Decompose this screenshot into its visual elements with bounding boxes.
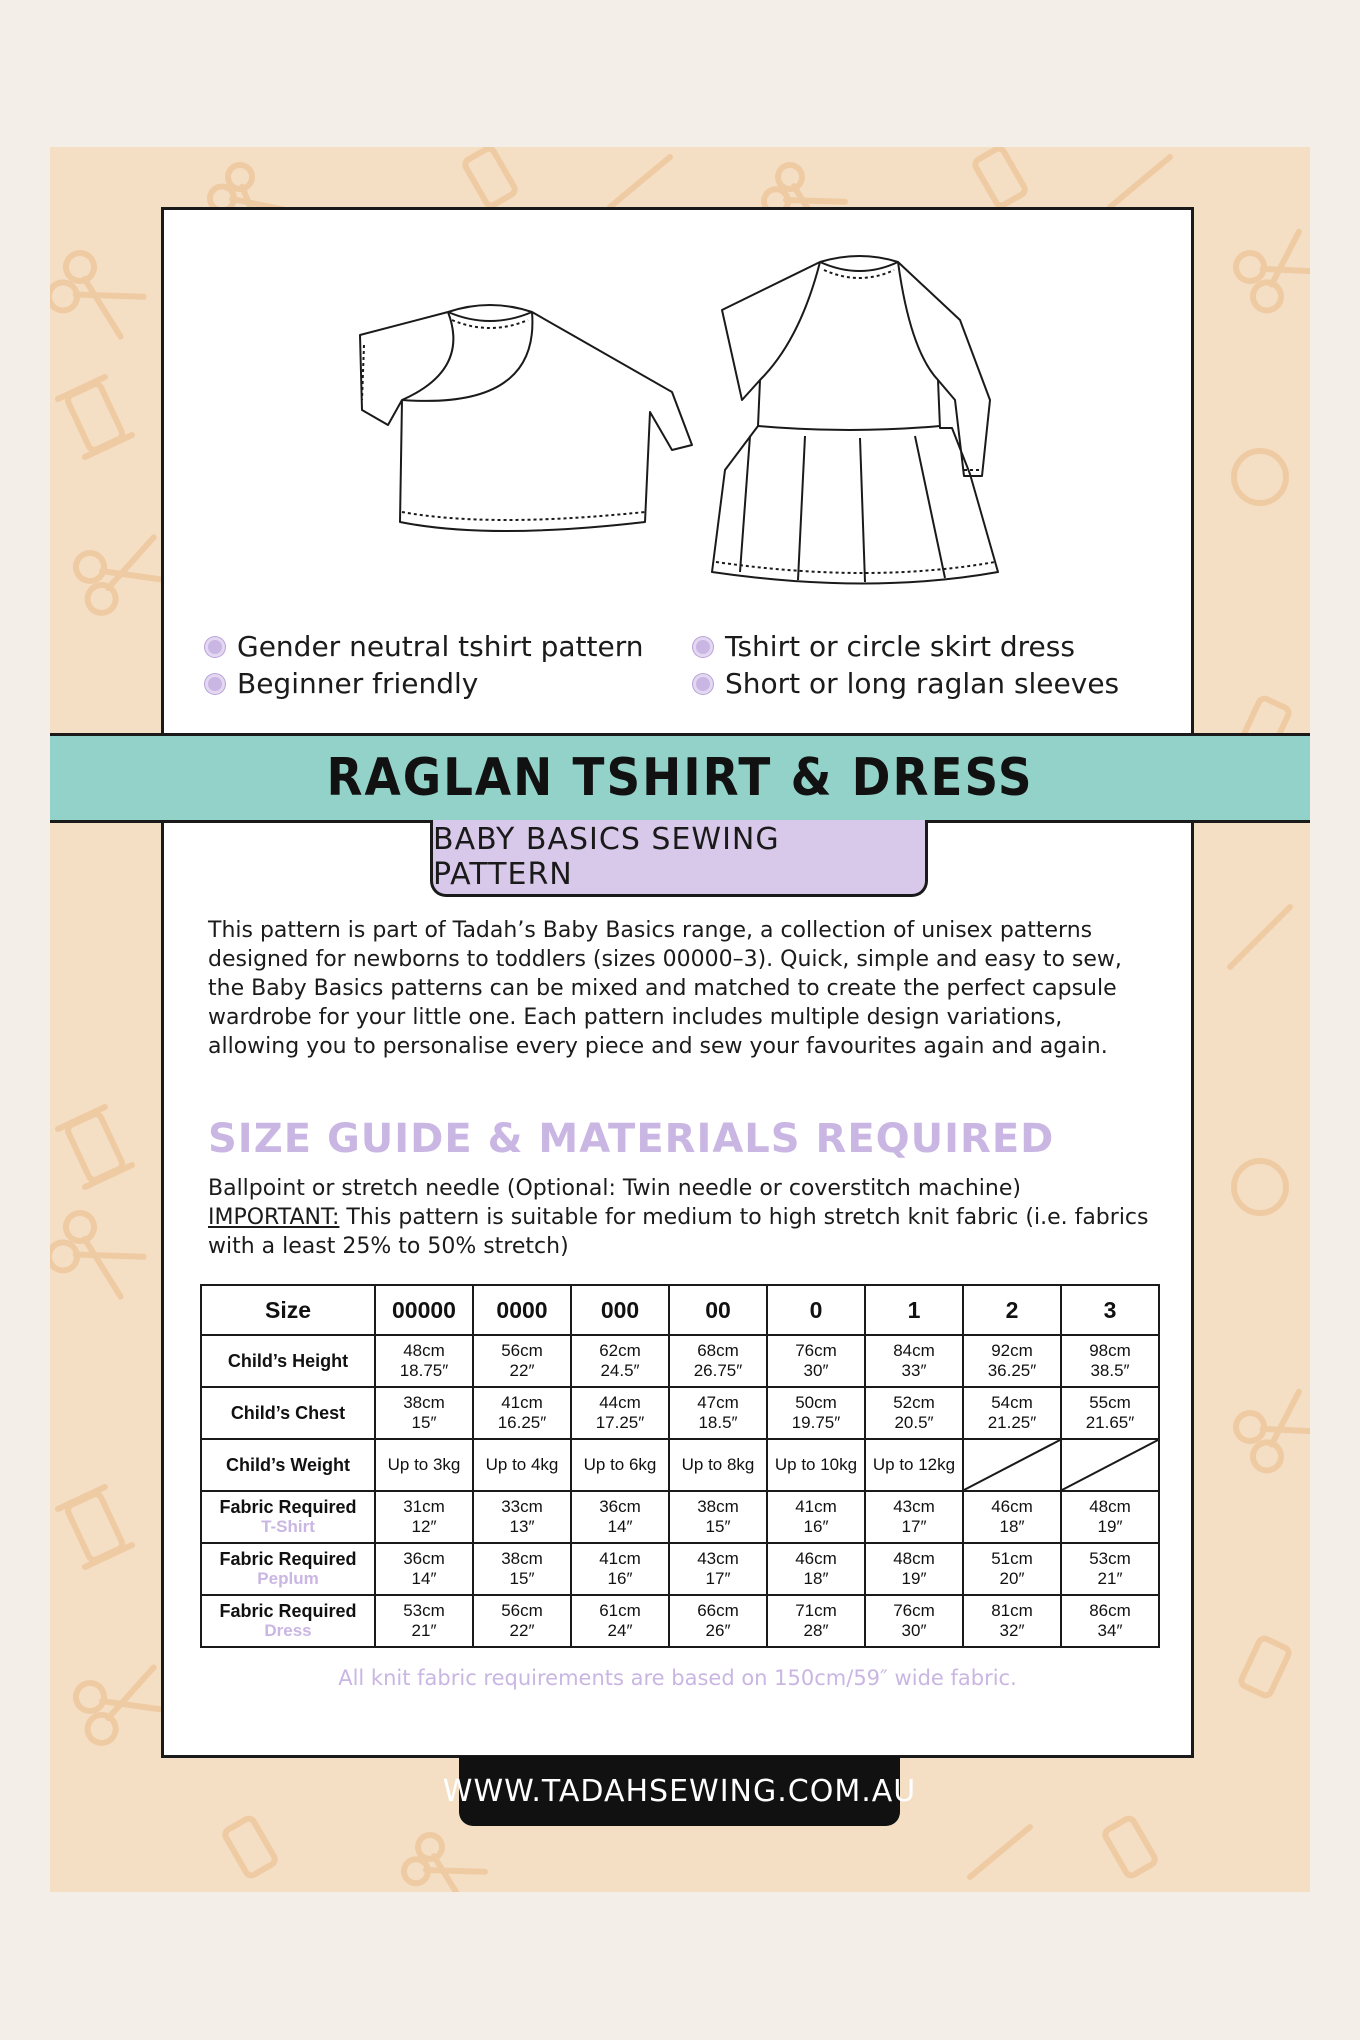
cell-imperial: 34″ (1097, 1621, 1123, 1640)
cell-metric: 71cm (795, 1601, 837, 1620)
cell-metric: 84cm (893, 1341, 935, 1360)
bullet-dot-icon (205, 674, 225, 694)
bullet-dot-icon (205, 637, 225, 657)
scissors-icon (1231, 225, 1310, 316)
size-header: 000 (571, 1285, 669, 1335)
cell-metric: 81cm (991, 1601, 1033, 1620)
row-label (201, 1335, 375, 1387)
bullet-item (205, 630, 644, 663)
table-cell (571, 1335, 669, 1387)
cell-metric: Up to 6kg (583, 1455, 657, 1474)
spool-icon (223, 1816, 277, 1877)
table-cell (963, 1335, 1061, 1387)
table-cell (375, 1439, 473, 1491)
important-note (208, 1203, 1158, 1261)
cell-metric: Up to 12kg (872, 1455, 956, 1474)
table-cell (375, 1543, 473, 1595)
table-cell (473, 1387, 571, 1439)
table-cell (1061, 1543, 1159, 1595)
table-cell (1061, 1387, 1159, 1439)
spool-icon (973, 147, 1027, 208)
cell-metric: 38cm (501, 1549, 543, 1568)
tshirt-illustration (360, 305, 692, 531)
table-cell (571, 1595, 669, 1647)
row-label (201, 1543, 375, 1595)
cell-imperial: 21.65″ (1085, 1413, 1135, 1432)
button-icon (1234, 1161, 1286, 1213)
cell-metric: 52cm (893, 1393, 935, 1412)
needle-icon (970, 1827, 1030, 1877)
important-text: This pattern is suitable for medium to high stretch knit fabric (i.e. fabrics with a least 25% to 50% stretch) (208, 1205, 1149, 1259)
cell-metric: Up to 10kg (774, 1455, 858, 1474)
table-cell (963, 1543, 1061, 1595)
scissors-icon (400, 1831, 488, 1892)
cell-metric: Up to 4kg (485, 1455, 559, 1474)
cell-metric: 61cm (599, 1601, 641, 1620)
table-cell (375, 1335, 473, 1387)
table-cell (865, 1543, 963, 1595)
cell-imperial: 18.5″ (698, 1413, 738, 1432)
bullet-text: Tshirt or circle skirt dress (725, 630, 1075, 663)
cell-imperial: 22″ (509, 1621, 535, 1640)
cell-imperial: 26.75″ (693, 1361, 743, 1380)
subtitle: BABY BASICS SEWING PATTERN (433, 822, 780, 892)
dress-illustration (712, 256, 998, 584)
scissors-icon (72, 530, 172, 617)
cell-metric: 47cm (697, 1393, 739, 1412)
title-band (50, 733, 1310, 823)
size-header: 00000 (375, 1285, 473, 1335)
cell-metric: 46cm (795, 1549, 837, 1568)
table-cell (669, 1439, 767, 1491)
table-row (201, 1387, 1159, 1439)
table-row (201, 1543, 1159, 1595)
cell-imperial: 15″ (411, 1413, 437, 1432)
size-header: 1 (865, 1285, 963, 1335)
table-cell (571, 1439, 669, 1491)
row-label-text: Child’s Chest (230, 1403, 346, 1423)
section-title: SIZE GUIDE & MATERIALS REQUIRED (208, 1116, 1055, 1162)
size-header: 00 (669, 1285, 767, 1335)
table-cell (767, 1387, 865, 1439)
table-cell (375, 1491, 473, 1543)
row-label-text: Fabric Required (219, 1497, 357, 1517)
cell-metric: 54cm (991, 1393, 1033, 1412)
bullet-text: Short or long raglan sleeves (725, 667, 1120, 700)
cell-metric: 48cm (1089, 1497, 1131, 1516)
cell-metric: 48cm (893, 1549, 935, 1568)
table-cell (865, 1491, 963, 1543)
cell-metric: 43cm (893, 1497, 935, 1516)
cell-imperial: 16.25″ (497, 1413, 547, 1432)
bullet-item (693, 667, 1119, 700)
row-label-text: Fabric Required (219, 1601, 357, 1621)
cell-imperial: 28″ (803, 1621, 829, 1640)
scissors-icon (50, 1208, 148, 1304)
size-header: 3 (1061, 1285, 1159, 1335)
cell-metric: 68cm (697, 1341, 739, 1360)
table-cell (571, 1387, 669, 1439)
needle-icon (1230, 907, 1290, 967)
table-cell (669, 1335, 767, 1387)
cell-imperial: 14″ (411, 1569, 437, 1588)
cell-metric: 44cm (599, 1393, 641, 1412)
size-table (200, 1284, 1160, 1648)
cell-imperial: 17″ (901, 1517, 927, 1536)
cell-metric: 46cm (991, 1497, 1033, 1516)
cell-metric: 38cm (697, 1497, 739, 1516)
spool-icon (463, 147, 517, 208)
needle-icon (1110, 157, 1170, 207)
cell-imperial: 21″ (1097, 1569, 1123, 1588)
table-cell (767, 1439, 865, 1491)
table-cell (963, 1491, 1061, 1543)
cell-metric: 50cm (795, 1393, 837, 1412)
cell-imperial: 15″ (705, 1517, 731, 1536)
bullet-dot-icon (693, 637, 713, 657)
table-cell (571, 1543, 669, 1595)
subtitle-tab (430, 820, 928, 897)
table-cell (767, 1491, 865, 1543)
cell-metric: 53cm (403, 1601, 445, 1620)
cell-imperial: 19.75″ (791, 1413, 841, 1432)
cell-imperial: 19″ (901, 1569, 927, 1588)
table-cell (767, 1335, 865, 1387)
cell-imperial: 20.5″ (894, 1413, 934, 1432)
intro-paragraph: This pattern is part of Tadah’s Baby Basics range, a collection of unisex patterns designed for newborns to toddlers (sizes 00000–3). Quick, simple and easy to sew, the Baby Basics patterns can be mixed and matched to create the perfect capsule wardrobe for your little one. Each pattern includes multiple design variations, allowing you to personalise every piece and sew your favourites again and again. (208, 918, 1122, 1059)
row-label (201, 1491, 375, 1543)
cell-imperial: 17″ (705, 1569, 731, 1588)
table-row (201, 1439, 1159, 1491)
table-row (201, 1335, 1159, 1387)
row-label (201, 1595, 375, 1647)
cell-metric: 43cm (697, 1549, 739, 1568)
cell-imperial: 13″ (509, 1517, 535, 1536)
cell-metric: 92cm (991, 1341, 1033, 1360)
table-cell (669, 1387, 767, 1439)
cell-metric: Up to 3kg (387, 1455, 461, 1474)
important-label: IMPORTANT: (208, 1205, 340, 1230)
size-header: 0000 (473, 1285, 571, 1335)
cell-imperial: 21″ (411, 1621, 437, 1640)
cell-imperial: 24.5″ (600, 1361, 640, 1380)
spool-icon (1103, 1816, 1157, 1877)
table-cell (1061, 1491, 1159, 1543)
diagonal-slash-icon (964, 1440, 1060, 1490)
cell-metric: 36cm (403, 1549, 445, 1568)
cell-metric: 41cm (795, 1497, 837, 1516)
bullet-item (693, 630, 1075, 663)
cell-imperial: 18″ (999, 1517, 1025, 1536)
spool-icon (58, 377, 132, 457)
table-cell (669, 1491, 767, 1543)
table-cell (375, 1595, 473, 1647)
table-cell (1061, 1335, 1159, 1387)
cell-imperial: 32″ (999, 1621, 1025, 1640)
table-body (201, 1335, 1159, 1647)
table-cell (865, 1335, 963, 1387)
cell-metric: Up to 8kg (681, 1455, 755, 1474)
table-header-row (201, 1285, 1159, 1335)
cell-metric: 86cm (1089, 1601, 1131, 1620)
cell-metric: 48cm (403, 1341, 445, 1360)
cell-metric: 62cm (599, 1341, 641, 1360)
bullet-dot-icon (693, 674, 713, 694)
size-header: 0 (767, 1285, 865, 1335)
cell-imperial: 18.75″ (399, 1361, 449, 1380)
cell-imperial: 12″ (411, 1517, 437, 1536)
button-icon (1234, 451, 1286, 503)
cell-metric: 66cm (697, 1601, 739, 1620)
table-cell (473, 1439, 571, 1491)
cell-imperial: 15″ (509, 1569, 535, 1588)
cell-metric: 41cm (501, 1393, 543, 1412)
scissors-icon (50, 248, 148, 344)
cell-metric: 56cm (501, 1601, 543, 1620)
page-title: RAGLAN TSHIRT & DRESS (326, 748, 1034, 808)
size-header: 2 (963, 1285, 1061, 1335)
table-cell (963, 1387, 1061, 1439)
cell-imperial: 19″ (1097, 1517, 1123, 1536)
row-label-text: Child’s Height (227, 1351, 349, 1371)
cell-imperial: 36.25″ (987, 1361, 1037, 1380)
footnote: All knit fabric requirements are based on 150cm/59″ wide fabric. (338, 1666, 1017, 1690)
cell-imperial: 26″ (705, 1621, 731, 1640)
garment-illustrations (350, 250, 1020, 590)
spool-icon (1240, 1637, 1291, 1698)
cell-imperial: 16″ (803, 1517, 829, 1536)
cell-imperial: 16″ (607, 1569, 633, 1588)
table-cell (473, 1491, 571, 1543)
cell-metric: 41cm (599, 1549, 641, 1568)
row-label-text: Fabric Required (219, 1549, 357, 1569)
table-cell (375, 1387, 473, 1439)
cell-imperial: 24″ (607, 1621, 633, 1640)
row-label (201, 1439, 375, 1491)
table-cell (767, 1595, 865, 1647)
cell-imperial: 20″ (999, 1569, 1025, 1588)
row-label-text: Child’s Weight (226, 1455, 350, 1475)
row-sublabel: Peplum (257, 1569, 319, 1588)
table-row (201, 1491, 1159, 1543)
cell-metric: 33cm (501, 1497, 543, 1516)
table-cell (473, 1595, 571, 1647)
cell-metric: 51cm (991, 1549, 1033, 1568)
table-cell (669, 1595, 767, 1647)
cell-imperial: 22″ (509, 1361, 535, 1380)
cell-imperial: 18″ (803, 1569, 829, 1588)
table-cell (473, 1543, 571, 1595)
table-cell (669, 1543, 767, 1595)
cell-imperial: 14″ (607, 1517, 633, 1536)
cell-imperial: 21.25″ (987, 1413, 1037, 1432)
spool-icon (58, 1487, 132, 1567)
row-sublabel: Dress (264, 1621, 312, 1640)
table-cell (571, 1491, 669, 1543)
cell-metric: 38cm (403, 1393, 445, 1412)
not-applicable-cell (1061, 1439, 1159, 1491)
scissors-icon (1231, 1385, 1310, 1476)
spool-icon (58, 1107, 132, 1187)
cell-metric: 36cm (599, 1497, 641, 1516)
row-sublabel: T-Shirt (261, 1517, 315, 1536)
table-row (201, 1595, 1159, 1647)
table-cell (473, 1335, 571, 1387)
not-applicable-cell (963, 1439, 1061, 1491)
scissors-icon (72, 1660, 172, 1747)
cell-metric: 31cm (403, 1497, 445, 1516)
cell-metric: 56cm (501, 1341, 543, 1360)
cell-metric: 55cm (1089, 1393, 1131, 1412)
table-cell (963, 1595, 1061, 1647)
table-cell (865, 1387, 963, 1439)
table-header-label: Size (201, 1285, 375, 1335)
cell-imperial: 17.25″ (595, 1413, 645, 1432)
needle-icon (610, 157, 670, 207)
table-cell (1061, 1595, 1159, 1647)
cell-imperial: 33″ (901, 1361, 927, 1380)
cell-metric: 76cm (893, 1601, 935, 1620)
table-cell (865, 1595, 963, 1647)
cell-metric: 53cm (1089, 1549, 1131, 1568)
materials-text (208, 1174, 1158, 1261)
table-cell (865, 1439, 963, 1491)
needle-requirement: Ballpoint or stretch needle (Optional: Twin needle or coverstitch machine) (208, 1176, 1021, 1201)
cell-metric: 98cm (1089, 1341, 1131, 1360)
table-cell (767, 1543, 865, 1595)
row-label (201, 1387, 375, 1439)
bullet-item (205, 667, 478, 700)
bullet-text: Beginner friendly (237, 667, 479, 700)
cell-imperial: 30″ (901, 1621, 927, 1640)
cell-metric: 76cm (795, 1341, 837, 1360)
diagonal-slash-icon (1062, 1440, 1158, 1490)
cell-imperial: 38.5″ (1090, 1361, 1130, 1380)
bullet-text: Gender neutral tshirt pattern (237, 630, 644, 663)
website-link[interactable]: WWW.TADAHSEWING.COM.AU (459, 1756, 900, 1826)
cell-imperial: 30″ (803, 1361, 829, 1380)
